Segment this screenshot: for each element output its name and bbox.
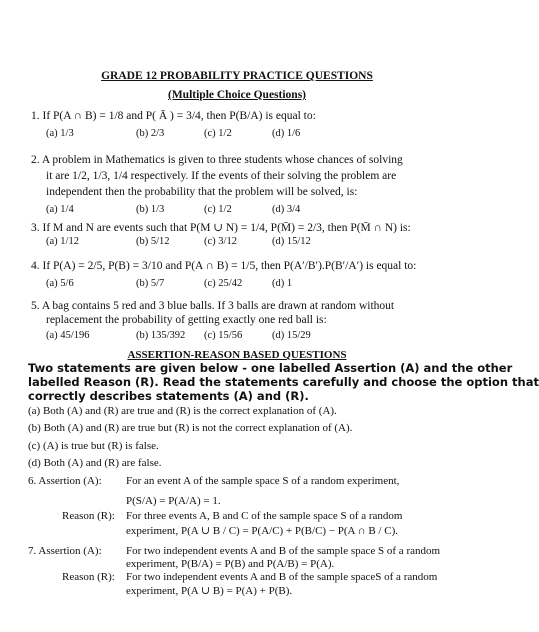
reason-6-line-2: experiment, P(A ∪ B / C) = P(A/C) + P(B/C) − P(A ∩ B / C). xyxy=(126,525,398,537)
option-c: (c) 25/42 xyxy=(204,278,243,289)
reason-6-label: Reason (R): xyxy=(62,510,115,522)
assertion-7-label: 7. Assertion (A): xyxy=(28,545,102,557)
question-5-line-1: 5. A bag contains 5 red and 3 blue balls. If 3 balls are drawn at random without xyxy=(31,300,395,312)
question-2-line-2: it are 1/2, 1/3, 1/4 respectively. If the events of their solving the problem are xyxy=(46,170,397,182)
assertion-intro-line-3: correctly describes statements (A) and (R). xyxy=(28,389,309,403)
question-1-text: 1. If P(A ∩ B) = 1/8 and P( Ā ) = 3/4, then P(B/A) is equal to: xyxy=(31,110,316,122)
choice-c: (c) (A) is true but (R) is false. xyxy=(28,440,159,452)
question-3-text: 3. If M and N are events such that P(M ∪ N) = 1/4, P(M̄) = 2/3, then P(M̄ ∩ N) is: xyxy=(31,222,411,234)
assertion-intro-line-2: labelled Reason (R). Read the statements carefully and choose the option that xyxy=(28,375,539,389)
option-a: (a) 1/12 xyxy=(46,236,79,247)
question-5-line-2: replacement the probability of getting exactly one red ball is: xyxy=(46,314,327,326)
reason-7-line-1: For two independent events A and B of the sample spaceS of a random xyxy=(126,571,438,583)
reason-7-line-2: experiment, P(A ∪ B) = P(A) + P(B). xyxy=(126,585,293,597)
option-a: (a) 45/196 xyxy=(46,330,90,341)
assertion-7-line-1: For two independent events A and B of the sample space S of a random xyxy=(126,545,441,557)
question-2-line-1: 2. A problem in Mathematics is given to three students whose chances of solving xyxy=(31,154,403,166)
question-3-options xyxy=(46,236,446,252)
option-b: (b) 1/3 xyxy=(136,204,165,215)
question-4-options xyxy=(46,278,446,294)
assertion-reason-heading: ASSERTION-REASON BASED QUESTIONS xyxy=(127,349,347,361)
question-1-options xyxy=(46,128,446,144)
assertion-6-label: 6. Assertion (A): xyxy=(28,475,102,487)
option-b: (b) 135/392 xyxy=(136,330,186,341)
assertion-intro-line-1: Two statements are given below - one labelled Assertion (A) and the other xyxy=(28,361,513,375)
option-b: (b) 5/7 xyxy=(136,278,165,289)
option-d: (d) 1 xyxy=(272,278,293,289)
choice-a: (a) Both (A) and (R) are true and (R) is the correct explanation of (A). xyxy=(28,405,337,417)
option-a: (a) 1/4 xyxy=(46,204,74,215)
option-a: (a) 1/3 xyxy=(46,128,74,139)
option-d: (d) 15/12 xyxy=(272,236,311,247)
choice-b: (b) Both (A) and (R) are true but (R) is not the correct explanation of (A). xyxy=(28,422,353,434)
question-4-text: 4. If P(A) = 2/5, P(B) = 3/10 and P(A ∩ B) = 1/5, then P(A′/B′).P(B′/A′) is equal to: xyxy=(31,260,417,272)
option-c: (c) 15/56 xyxy=(204,330,243,341)
reason-7-label: Reason (R): xyxy=(62,571,115,583)
option-c: (c) 1/2 xyxy=(204,204,232,215)
question-5-options xyxy=(46,330,446,346)
option-c: (c) 3/12 xyxy=(204,236,237,247)
assertion-6-line-2: P(S/A) = P(A/A) = 1. xyxy=(126,495,221,507)
reason-6-line-1: For three events A, B and C of the sample space S of a random xyxy=(126,510,403,522)
option-d: (d) 15/29 xyxy=(272,330,311,341)
option-b: (b) 5/12 xyxy=(136,236,170,247)
option-a: (a) 5/6 xyxy=(46,278,74,289)
choice-d: (d) Both (A) and (R) are false. xyxy=(28,457,162,469)
option-d: (d) 3/4 xyxy=(272,204,301,215)
page-title: GRADE 12 PROBABILITY PRACTICE QUESTIONS xyxy=(101,70,373,82)
option-c: (c) 1/2 xyxy=(204,128,232,139)
question-2-options xyxy=(46,204,446,220)
assertion-7-line-2: experiment, P(B/A) = P(B) and P(A/B) = P(A). xyxy=(126,558,335,570)
question-2-line-3: independent then the probability that the problem will be solved, is: xyxy=(46,186,358,198)
option-d: (d) 1/6 xyxy=(272,128,301,139)
page-subtitle: (Multiple Choice Questions) xyxy=(168,89,306,101)
assertion-6-line-1: For an event A of the sample space S of a random experiment, xyxy=(126,475,400,487)
option-b: (b) 2/3 xyxy=(136,128,165,139)
